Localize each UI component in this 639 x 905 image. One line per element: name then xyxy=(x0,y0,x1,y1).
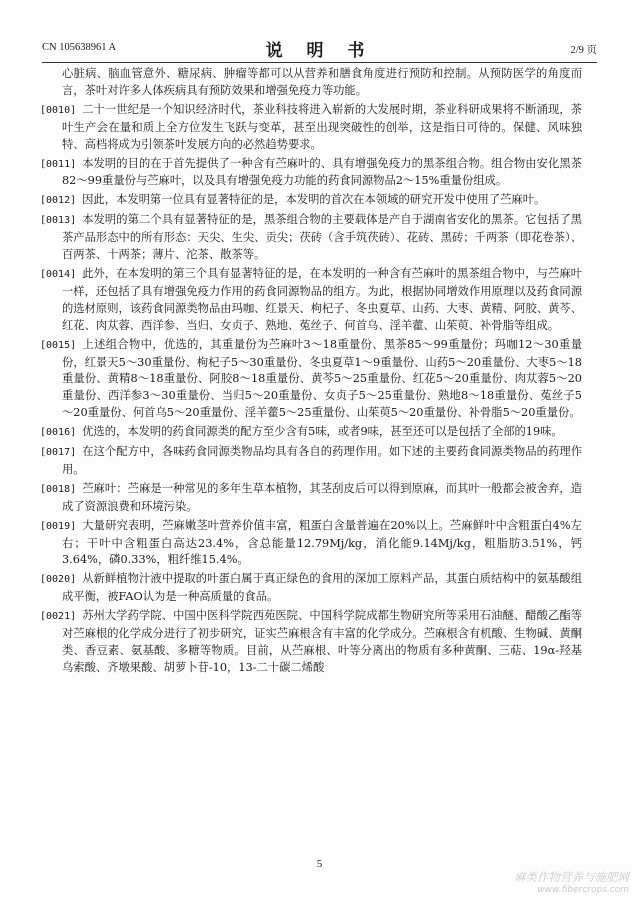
paragraph-text: 此外，在本发明的第三个具有显著特征的是，在本发明的一种含有苎麻叶的黑茶组合物中，与苎麻叶一样，还包括了具有增强免疫力作用的药食同源物品的组方。为此，根据协同增效作用原理以及药食同源的选材原则，该药食同源类物品由玛咖、红景天、枸杞子、冬虫夏草、山药、大枣、黄精、阿胶、黄芩、红花、肉苁蓉、西洋参、当归、女贞子、熟地、菟丝子、何首乌、淫羊藿、山茱萸、补骨脂等组成。 xyxy=(62,266,582,332)
paragraph-number: [0012] xyxy=(40,195,77,207)
paragraph-number: [0016] xyxy=(40,427,77,439)
paragraph-0013 xyxy=(40,212,582,266)
paragraph-0021 xyxy=(40,608,582,679)
paragraph-number: [0011] xyxy=(40,158,77,170)
paragraph-number: [0019] xyxy=(40,520,77,532)
page-indicator: 2/9 页 xyxy=(570,45,597,56)
page-number: 5 xyxy=(316,858,323,870)
site-watermark xyxy=(514,871,629,897)
paragraph-text: 本发明的目的在于首先提供了一种含有苎麻叶的、具有增强免疫力的黑茶组合物。组合物由安化黑茶82～99重量份与苎麻叶，以及具有增强免疫力功能的药食同源物品2～15%重量份组成。 xyxy=(62,156,582,188)
paragraph-number: [0017] xyxy=(40,447,77,459)
paragraph-text: 上述组合物中，优选的，其重量份为苎麻叶3～18重量份、黑茶85～99重量份；玛咖12～30重量份，红景天5～30重量份、枸杞子5～30重量份、冬虫夏草1～9重量份、山药5～20重量份、大枣5～18重量份、黄精8～18重量份、阿胶8～18重量份、黄芩5～25重量份、红花5～20重量份、肉苁蓉5～20重量份、西洋参3～30重量份、当归5～20重量份、女贞子5～25重量份、熟地8～18重量份、菟丝子5～20重量份、何首乌5～20重量份、淫羊藿5～25重量份、山茱萸5～20重量份、补骨脂5～20重量份。 xyxy=(62,337,582,420)
paragraph-number: [0020] xyxy=(40,574,77,586)
paragraph-0012 xyxy=(40,192,582,212)
paragraph-text: 从新鲜植物汁液中提取的叶蛋白属于真正绿色的食用的深加工原料产品，其蛋白质结构中的氨基酸组成平衡，被FAO认为是一种高质量的食品。 xyxy=(62,572,582,604)
paragraph-0015 xyxy=(40,337,582,425)
paragraph-number: [0013] xyxy=(40,215,77,227)
paragraph-number: [0018] xyxy=(40,483,77,495)
page-header xyxy=(42,36,597,63)
paragraph-text: 苏州大学药学院、中国中医科学院西苑医院、中国科学院成都生物研究所等采用石油醚、醋酸乙酯等对苎麻根的化学成分进行了初步研究，证实苎麻根含有丰富的化学成分。苎麻根含有机酸、生物碱、黄酮类、香豆素、氨基酸、多糖等物质。目前，从苎麻根、叶等分离出的物质有多种黄酮、三萜、19α-羟基乌索酸、齐墩果酸、胡萝卜苷-10，13-二十碳二烯酸 xyxy=(62,609,582,674)
paragraph-text: 在这个配方中，各味药食同源类物品均具有各自的药理作用。如下述的主要药食同源类物品的药理作用。 xyxy=(62,445,582,476)
document-body xyxy=(40,66,582,679)
paragraph-text: 本发明的第二个具有显著特征的是，黑茶组合物的主要载体是产自于湖南省安化的黑茶。它包括了黑茶产品形态中的所有形态：天尖、生尖、贡尖；茯砖（含手筑茯砖）、花砖、黑砖；千两茶（即花卷茶）、百两茶、十两茶；薄片、沱茶、散茶等。 xyxy=(62,213,582,262)
paragraph-0011 xyxy=(40,156,582,193)
paragraph-number: [0015] xyxy=(40,339,77,351)
paragraph-0019 xyxy=(40,518,582,572)
watermark-url: www.fibercrops.com xyxy=(537,885,629,895)
paragraph-0014 xyxy=(40,266,582,337)
paragraph-0018 xyxy=(40,481,582,518)
paragraph-number: [0010] xyxy=(40,104,77,116)
paragraph-0010 xyxy=(40,102,582,156)
section-title: 说 明 书 xyxy=(265,41,374,61)
paragraph-text: 苎麻叶：苎麻是一种常见的多年生草本植物，其茎刮皮后可以得到原麻，而其叶一般都会被舍弃，造成了资源浪费和环境污染。 xyxy=(62,481,582,513)
paragraph-text: 优选的，本发明的药食同源类的配方至少含有5味，或者9味，甚至还可以是包括了全部的19味。 xyxy=(82,425,563,439)
paragraph-number: [0021] xyxy=(40,611,77,623)
intro-paragraph: 心脏病、脑血管意外、糖尿病、肿瘤等都可以从营养和膳食角度进行预防和控制。从预防医学的角度而言，茶叶对许多人体疾病具有预防效果和增强免疫力等功能。 xyxy=(62,67,582,97)
paragraph-text: 因此，本发明第一位具有显著特征的是，本发明的首次在本领域的研究开发中使用了苎麻叶。 xyxy=(82,193,546,207)
paragraph-0020 xyxy=(40,571,582,608)
publication-number: CN 105638961 A xyxy=(42,42,117,53)
paragraph-0017 xyxy=(40,444,582,481)
paragraph-text: 大量研究表明，苎麻嫩茎叶营养价值丰富，粗蛋白含量普遍在20%以上。苎麻鲜叶中含粗蛋白4%左右；干叶中含粗蛋白高达23.4%，含总能量12.79Mj/kg，消化能9.14Mj/kg，粗脂肪3.51%，钙3.64%，磷0.33%，粗纤维15.4%。 xyxy=(62,518,582,567)
watermark-title: 麻类作物营养与施肥网 xyxy=(514,870,629,884)
paragraph-0016 xyxy=(40,424,582,444)
paragraph-number: [0014] xyxy=(40,268,77,280)
paragraph-text: 二十一世纪是一个知识经济时代，茶业科技将进入崭新的大发展时期，茶业科研成果将不断涌现，茶叶生产会在量和质上全方位发生飞跃与变革，甚至出现突破性的创举，这是指日可待的。保健、风味独特、高档将成为引领茶叶发展方向的必然趋势要求。 xyxy=(62,102,582,151)
